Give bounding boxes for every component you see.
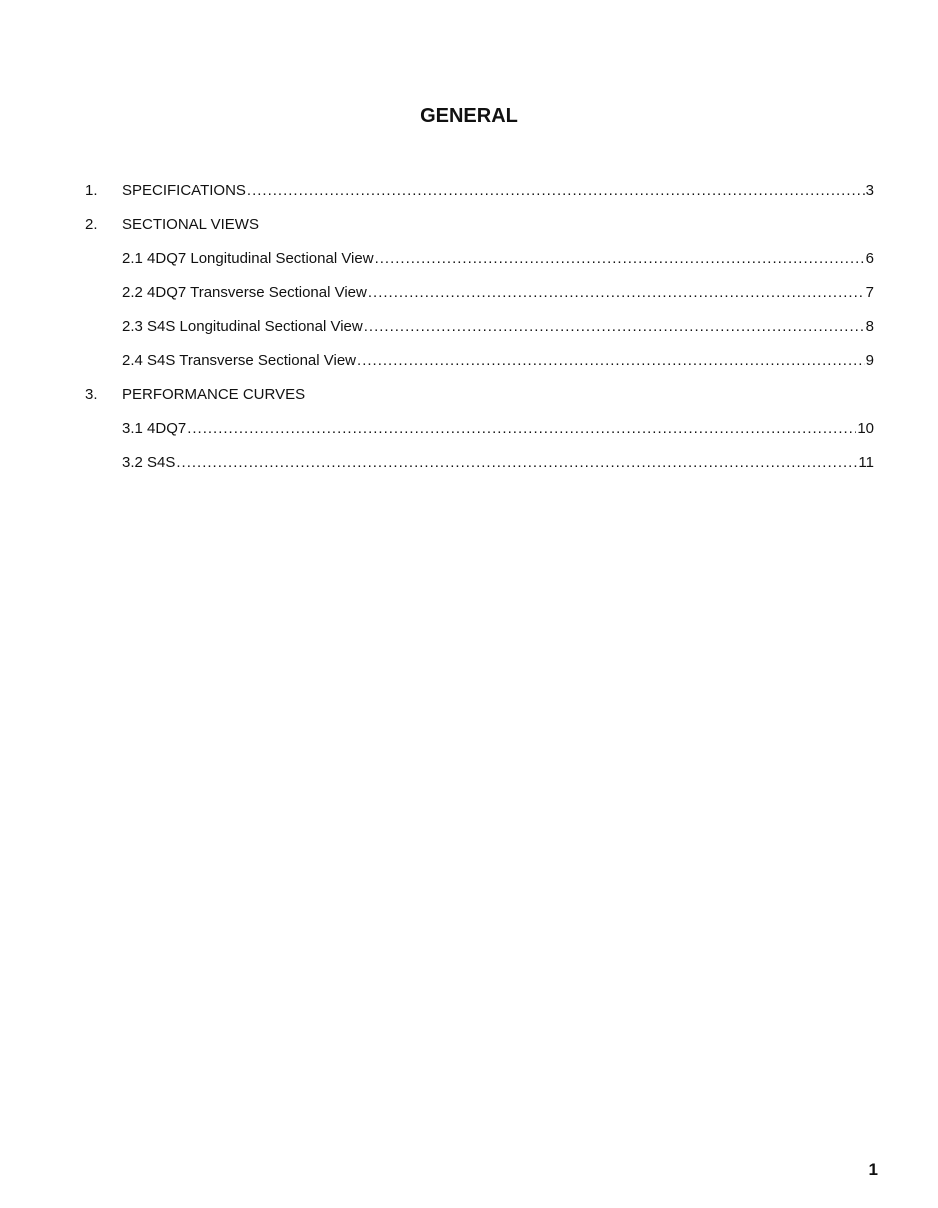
toc-label: 2.1 4DQ7 Longitudinal Sectional View (122, 250, 374, 267)
page-number: 1 (868, 1160, 878, 1179)
toc-label: 3.1 4DQ7 (122, 420, 187, 437)
toc-page: 11 (858, 454, 874, 471)
dot-leader (247, 182, 865, 199)
toc-entry-2-2[interactable] (85, 284, 874, 304)
toc-entry-2-4[interactable] (85, 352, 874, 372)
dot-leader (364, 318, 865, 335)
toc-number: 3. (85, 386, 98, 403)
toc-number: 2. (85, 216, 98, 233)
toc-entry-specifications[interactable] (85, 182, 874, 202)
dot-leader (187, 420, 856, 437)
toc-entry-2-1[interactable] (85, 250, 874, 270)
page-title: GENERAL (420, 105, 518, 127)
toc-entry-performance-curves[interactable] (85, 386, 874, 406)
toc-page: 3 (865, 182, 874, 199)
toc-label: 2.2 4DQ7 Transverse Sectional View (122, 284, 367, 301)
toc-entry-3-1[interactable] (85, 420, 874, 440)
toc-page: 9 (865, 352, 874, 369)
dot-leader (357, 352, 865, 369)
toc-entry-3-2[interactable] (85, 454, 874, 474)
toc-page: 6 (865, 250, 874, 267)
toc-label: 2.3 S4S Longitudinal Sectional View (122, 318, 363, 335)
toc-label: PERFORMANCE CURVES (122, 386, 306, 403)
dot-leader (368, 284, 865, 301)
dot-leader (375, 250, 865, 267)
toc-label: 2.4 S4S Transverse Sectional View (122, 352, 357, 369)
toc-label: SPECIFICATIONS (122, 182, 246, 199)
toc-label: SECTIONAL VIEWS (122, 216, 259, 233)
toc-page: 7 (865, 284, 874, 301)
toc-entry-sectional-views[interactable] (85, 216, 874, 236)
toc-entry-2-3[interactable] (85, 318, 874, 338)
toc-number: 1. (85, 182, 98, 199)
toc-label: 3.2 S4S (122, 454, 176, 471)
toc-page: 8 (865, 318, 874, 335)
toc-page: 10 (857, 420, 874, 437)
dot-leader (176, 454, 857, 471)
